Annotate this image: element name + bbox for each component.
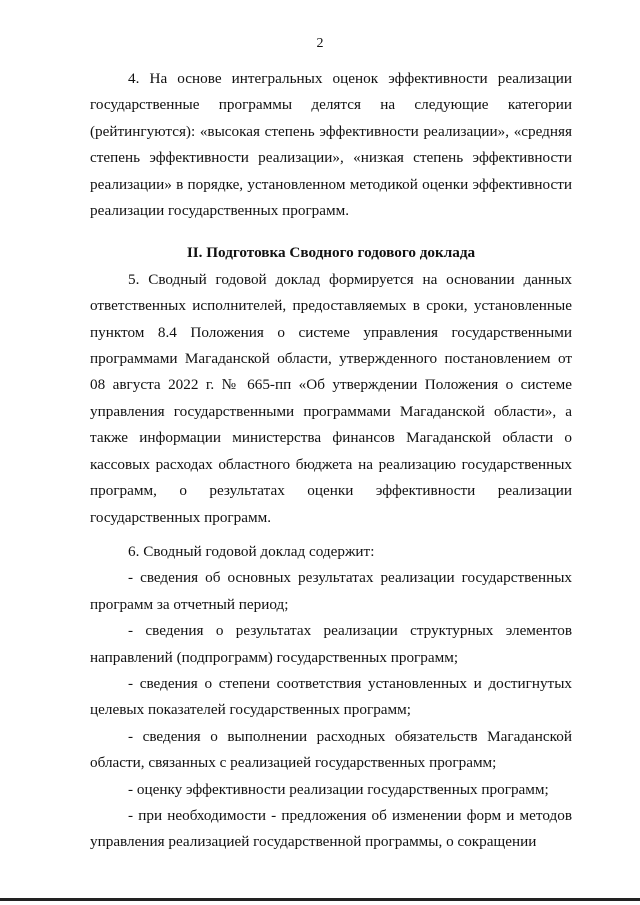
paragraph-5: 5. Сводный годовой доклад формируется на основании данных ответственных исполнителей, предоставляемых в сроки, установленные пунктом 8.4 Положения о системе управления государственными программами Магаданской области, утвержденного постановлением от 08 августа 2022 г. № 665-пп «Об утверждении Положения о системе управления государственными программами Магаданской области», а также информации министерства финансов Магаданской области о кассовых расходах областного бюджета на реализацию государственных программ, о результатах оценки эффективности реализации государственных программ. [90,270,572,526]
list-item: - сведения о результатах реализации структурных элементов направлений (подпрограмм) государственных программ; [90,622,572,666]
section-heading: II. Подготовка Сводного годового доклада [186,244,476,262]
list-item: - сведения о выполнении расходных обязательств Магаданской области, связанных с реализацией государственных программ; [90,727,572,772]
list-item: - сведения об основных результатах реализации государственных программ за отчетный период; [90,569,572,613]
list-item: - сведения о степени соответствия установленных и достигнутых целевых показателей государственных программ; [90,674,572,719]
page-number: 2 [316,36,324,51]
list-item: - оценку эффективности реализации государственных программ; [128,780,549,798]
paragraph-6: 6. Сводный годовой доклад содержит: [128,542,375,560]
spacer [90,531,572,539]
document-body [90,66,572,856]
scan-edge-line [0,898,640,901]
paragraph-4: 4. На основе интегральных оценок эффективности реализации государственные программы делятся на следующие категории (рейтингуются): «высокая степень эффективности реализации», «средняя степень эффективности реализации», «низкая степень эффективности реализации» в порядке, установленном методикой оценки эффективности реализации государственных программ. [90,70,572,220]
spacer [90,224,572,232]
list-item: - при необходимости - предложения об изменении форм и методов управления реализацией государственной программы, о сокращении [90,806,572,851]
